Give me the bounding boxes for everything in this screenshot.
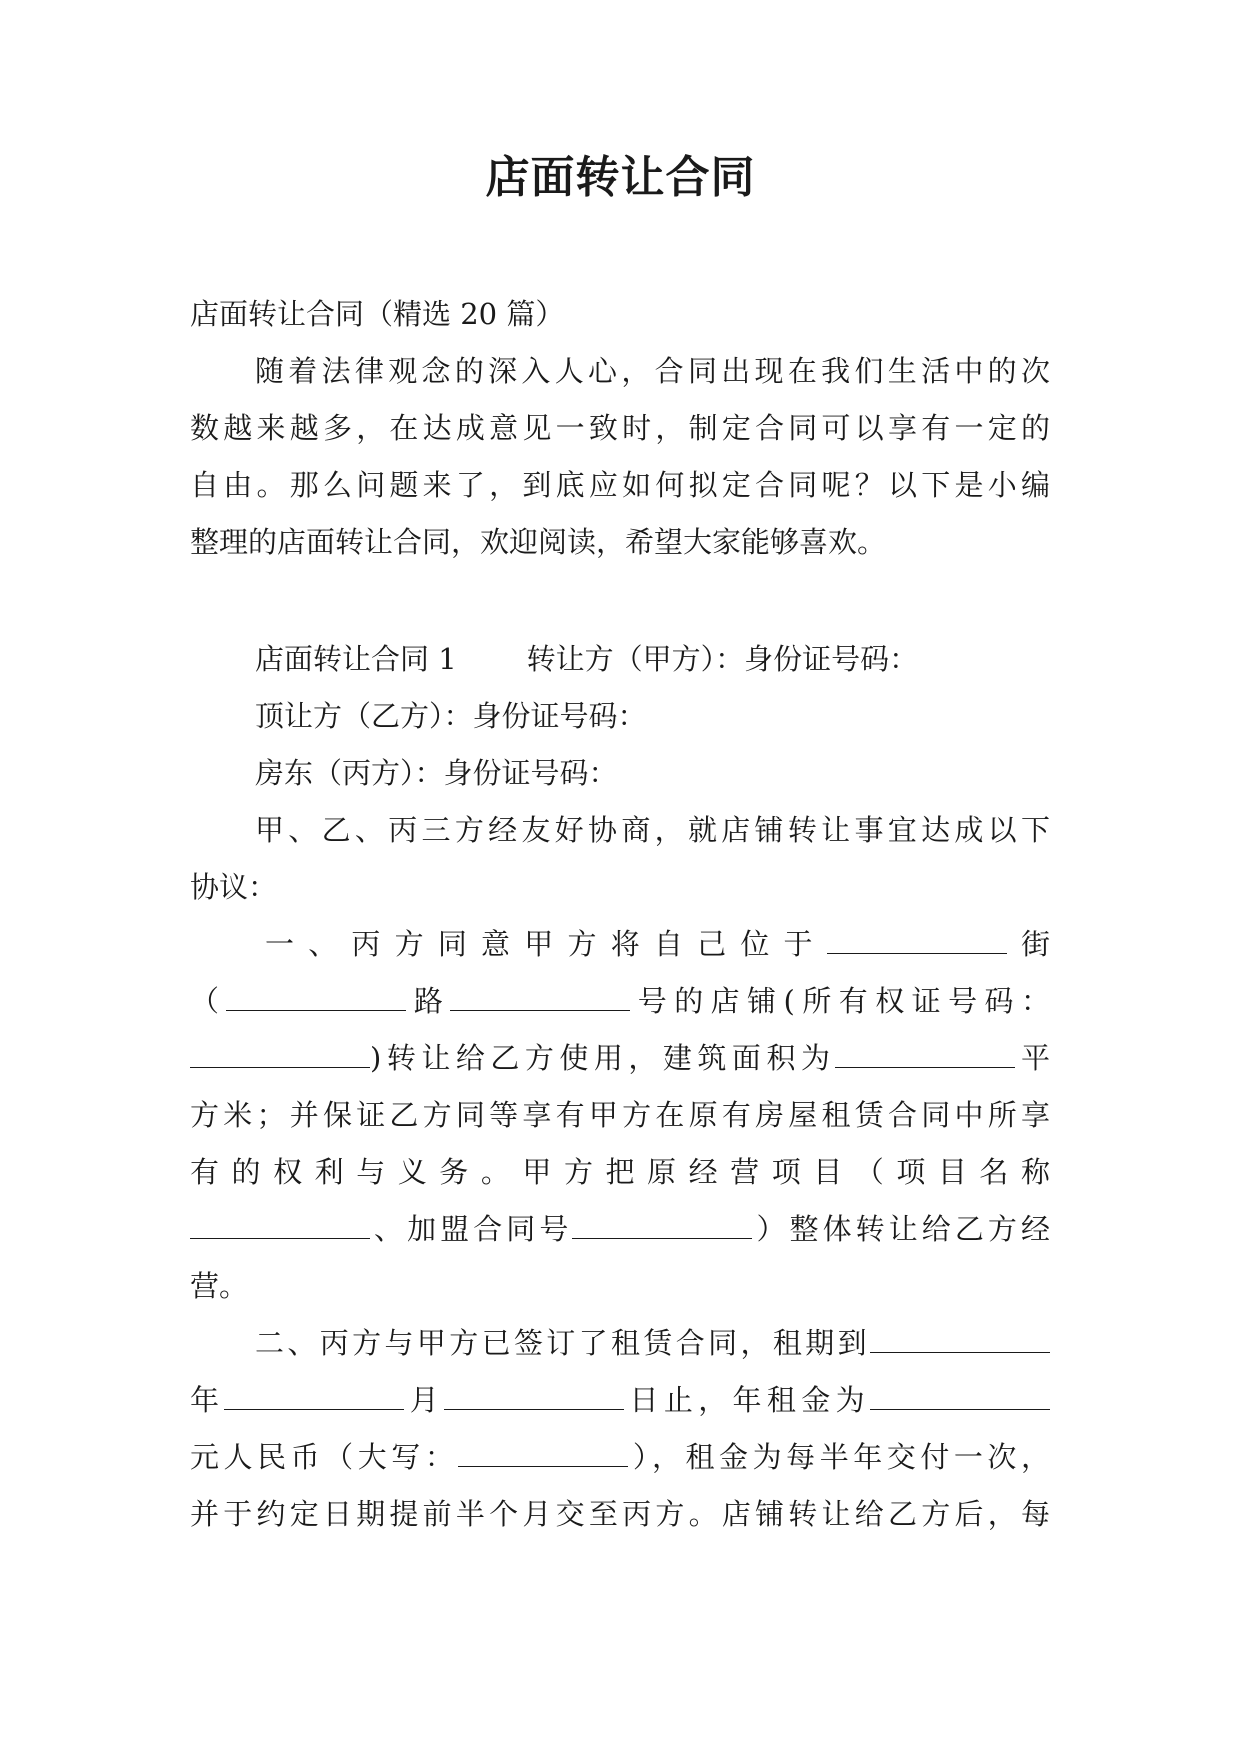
clause1-line-2	[190, 973, 1050, 1030]
clause1-text: )转让给乙方使用，建筑面积为	[370, 1041, 836, 1075]
clause2-text: 日止，年租金为	[624, 1383, 870, 1417]
clause2-text: 元人民币（大写：	[190, 1440, 459, 1474]
clause1-text: ）整体转让给乙方经	[752, 1212, 1050, 1246]
blank-area	[835, 1045, 1015, 1068]
intro-line-3: 自由。那么问题来了，到底应如何拟定合同呢？以下是小编	[190, 468, 1050, 502]
blank-franchise-number	[572, 1216, 752, 1239]
blank-lease-day	[444, 1387, 624, 1410]
clause1-line-7: 营。	[190, 1269, 249, 1303]
contract-heading: 店面转让合同 1	[255, 642, 457, 676]
spacer	[190, 571, 1050, 631]
clause1-line-3	[190, 1030, 1050, 1087]
clause1-text: 路	[406, 984, 451, 1018]
clause1-text: 、加盟合同号	[370, 1212, 573, 1246]
blank-annual-rent	[870, 1387, 1050, 1410]
clause2-text: 月	[404, 1383, 445, 1417]
blank-lease-year	[870, 1330, 1050, 1353]
clause1-text: 街	[1006, 927, 1050, 961]
intro-line-2: 数越来越多，在达成意见一致时，制定合同可以享有一定的	[190, 411, 1050, 445]
document-body	[190, 286, 1050, 1543]
clause2-text: ），租金为每半年交付一次，	[628, 1440, 1050, 1474]
agreement-line-1: 甲、乙、丙三方经友好协商，就店铺转让事宜达成以下	[255, 813, 1050, 847]
clause1-text: 一、丙方同意甲方将自己位于	[265, 927, 827, 961]
document-title: 店面转让合同	[485, 152, 756, 203]
clause2-line-2	[190, 1372, 1050, 1429]
subtitle: 店面转让合同（精选 20 篇）	[190, 297, 565, 331]
contract-heading-line	[190, 631, 1050, 688]
blank-number	[450, 988, 630, 1011]
intro-line-4: 整理的店面转让合同，欢迎阅读，希望大家能够喜欢。	[190, 525, 887, 559]
clause2-line-3	[190, 1429, 1050, 1486]
intro-line-1: 随着法律观念的深入人心，合同出现在我们生活中的次	[255, 354, 1050, 388]
blank-street	[827, 931, 1007, 954]
blank-lease-month	[224, 1387, 404, 1410]
clause1-text: （	[190, 984, 227, 1018]
clause1-text: 号的店铺(所有权证号码：	[630, 984, 1050, 1018]
clause2-text: 年	[190, 1383, 225, 1417]
party-b-line: 顶让方（乙方）：身份证号码：	[255, 699, 647, 733]
blank-cert-number	[190, 1045, 370, 1068]
party-c-line: 房东（丙方）：身份证号码：	[255, 756, 618, 790]
clause1-text: 平	[1015, 1041, 1050, 1075]
clause1-line-1	[190, 916, 1050, 973]
clause1-line-6	[190, 1201, 1050, 1258]
clause2-text: 二、丙方与甲方已签订了租赁合同，租期到	[255, 1326, 870, 1360]
clause2-line-1	[190, 1315, 1050, 1372]
blank-rent-uppercase	[458, 1444, 628, 1467]
agreement-line-2: 协议：	[190, 870, 278, 904]
clause2-line-4: 并于约定日期提前半个月交至丙方。店铺转让给乙方后，每	[190, 1497, 1050, 1531]
clause1-line-5: 有的权利与义务。甲方把原经营项目（项目名称	[190, 1155, 1050, 1189]
blank-project-name	[190, 1216, 370, 1239]
clause1-line-4: 方米；并保证乙方同等享有甲方在原有房屋租赁合同中所享	[190, 1098, 1050, 1132]
blank-road	[226, 988, 406, 1011]
party-a-line: 转让方（甲方）：身份证号码：	[526, 642, 919, 676]
